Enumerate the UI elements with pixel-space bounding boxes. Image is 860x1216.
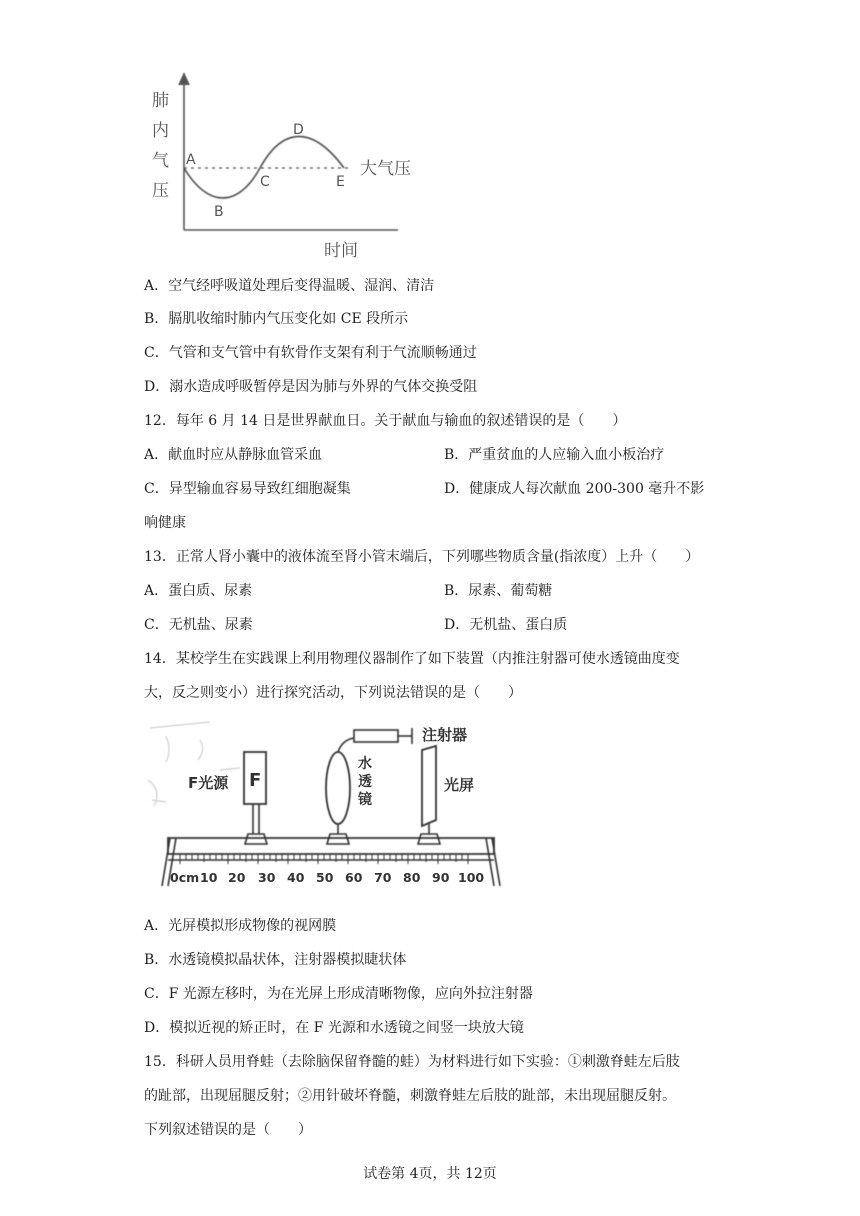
scale-tick-40: 40 (287, 870, 305, 885)
lens-label-1: 水 (358, 756, 372, 772)
scale-tick-30: 30 (258, 870, 276, 885)
scale-tick-70: 70 (374, 870, 392, 885)
lung-pressure-figure (148, 68, 438, 264)
q14-option-a: A．光屏模拟形成物像的视网膜 (144, 918, 337, 934)
q12-option-b: B．严重贫血的人应输入血小板治疗 (444, 447, 665, 463)
y-axis-char-2: 内 (152, 121, 169, 141)
lens-label-3: 镜 (358, 792, 372, 808)
q14-stem-line-1: 14．某校学生在实践课上利用物理仪器制作了如下装置（内推注射器可使水透镜曲度变 (144, 651, 680, 667)
q12-stem: 12．每年 6 月 14 日是世界献血日。关于献血与输血的叙述错误的是（ ） (144, 413, 627, 429)
y-axis-char-3: 气 (152, 151, 169, 171)
q11-option-d: D．溺水造成呼吸暂停是因为肺与外界的气体交换受阻 (144, 379, 478, 395)
page-footer: 试卷第 4页，共 12页 (363, 1166, 497, 1182)
point-e-label: E (336, 174, 345, 190)
light-source-label: F光源 (188, 774, 229, 792)
scale-tick-60: 60 (345, 870, 363, 885)
point-c-label: C (260, 174, 270, 190)
q14-stem-line-2: 大，反之则变小）进行探究活动，下列说法错误的是（ ） (144, 685, 522, 701)
q11-option-b: B．膈肌收缩时肺内气压变化如 CE 段所示 (144, 311, 409, 327)
x-axis-label: 时间 (324, 241, 358, 261)
y-axis-char-1: 肺 (152, 91, 169, 111)
q13-option-a: A．蛋白质、尿素 (144, 583, 253, 599)
optical-bench-figure (140, 710, 520, 900)
q14-option-b: B．水透镜模拟晶状体，注射器模拟睫状体 (144, 952, 407, 968)
q12-option-c: C．异型输血容易导致红细胞凝集 (144, 481, 351, 497)
q14-option-d: D．模拟近视的矫正时，在 F 光源和水透镜之间竖一块放大镜 (144, 1020, 524, 1036)
scale-tick-100: 100 (458, 870, 485, 885)
scale-tick-20: 20 (228, 870, 246, 885)
q11-option-a: A．空气经呼吸道处理后变得温暖、湿润、清洁 (144, 278, 435, 294)
q15-stem-line-2: 的趾部，出现屈腿反射；②用针破坏脊髓，刺激脊蛙左后肢的趾部，未出现屈腿反射。 (144, 1088, 676, 1104)
q12-option-d-continued: 响健康 (144, 515, 186, 531)
q14-option-c: C．F 光源左移时，为在光屏上形成清晰物像，应向外拉注射器 (144, 986, 533, 1002)
q11-option-c: C．气管和支气管中有软骨作支架有利于气流顺畅通过 (144, 345, 477, 361)
q15-stem-line-3: 下列叙述错误的是（ ） (144, 1122, 312, 1138)
lens-label-2: 透 (358, 774, 372, 790)
q13-stem: 13．正常人肾小囊中的液体流至肾小管末端后，下列哪些物质含量(指浓度）上升（ ） (144, 549, 700, 565)
y-axis-char-4: 压 (152, 181, 169, 201)
reference-label: 大气压 (360, 159, 411, 179)
syringe-label: 注射器 (422, 726, 468, 744)
q13-option-b: B．尿素、葡萄糖 (444, 583, 553, 599)
screen-label: 光屏 (444, 776, 475, 794)
q12-option-a: A．献血时应从静脉血管采血 (144, 447, 323, 463)
scale-tick-10: 10 (200, 870, 218, 885)
q13-option-c: C．无机盐、尿素 (144, 617, 253, 633)
point-b-label: B (214, 204, 224, 220)
f-letter: F (249, 770, 262, 791)
scale-tick-80: 80 (403, 870, 421, 885)
point-a-label: A (186, 152, 196, 168)
q15-stem-line-1: 15．科研人员用脊蛙（去除脑保留脊髓的蛙）为材料进行如下实验：①刺激脊蛙左后肢 (144, 1054, 680, 1070)
scale-tick-0: 0cm (170, 870, 200, 885)
q13-option-d: D．无机盐、蛋白质 (444, 617, 568, 633)
point-d-label: D (293, 122, 304, 138)
q12-option-d: D．健康成人每次献血 200-300 毫升不影 (444, 481, 705, 497)
scale-tick-90: 90 (432, 870, 450, 885)
scale-tick-50: 50 (316, 870, 334, 885)
